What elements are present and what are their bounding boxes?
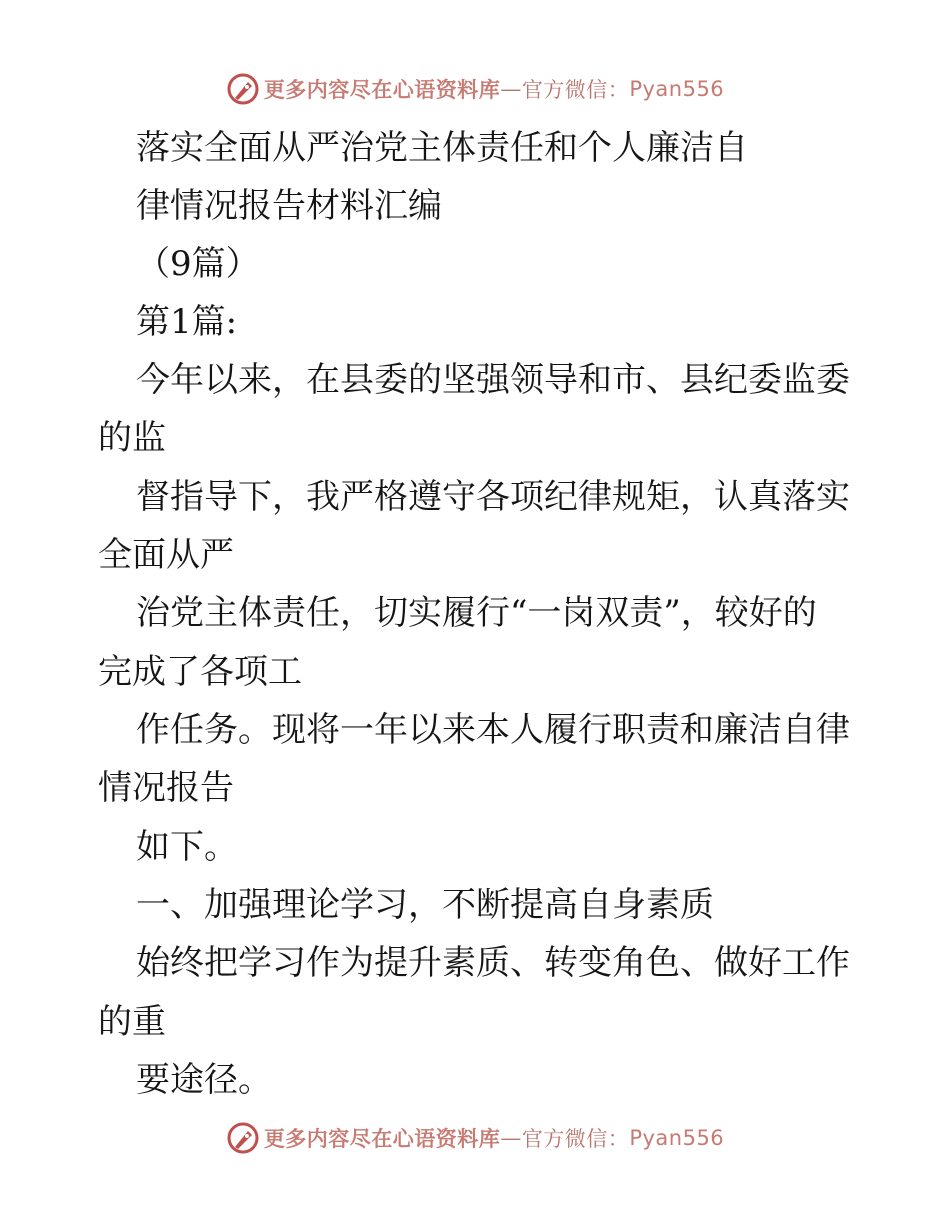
banner-brand-text: 更多内容尽在心语资料库 <box>263 77 501 102</box>
paragraph-line: 的重 <box>98 1002 166 1042</box>
banner-wechat-label: 官方微信： <box>521 78 630 102</box>
document-title-line-1: 落实全面从严治党主体责任和个人廉洁自 <box>136 128 748 168</box>
pen-nib-seal-icon <box>226 1121 260 1155</box>
paragraph-line: 作任务。现将一年以来本人履行职责和廉洁自律 <box>136 710 850 750</box>
document-count: （9篇） <box>136 244 260 284</box>
paragraph-line: 始终把学习作为提升素质、转变角色、做好工作 <box>136 943 850 983</box>
pen-nib-seal-icon <box>226 72 260 106</box>
paragraph-line: 完成了各项工 <box>98 652 302 692</box>
footer-banner <box>0 1120 950 1156</box>
paragraph-line: 的监 <box>98 418 166 458</box>
paragraph-line: 治党主体责任，切实履行“一岗双责”，较好的 <box>136 593 817 633</box>
banner-brand-text: 更多内容尽在心语资料库 <box>263 1126 501 1151</box>
banner-wechat-label: 官方微信： <box>521 1127 630 1151</box>
paragraph-line: 督指导下，我严格遵守各项纪律规矩，认真落实 <box>136 477 850 517</box>
banner-wechat-id: Pyan556 <box>629 77 725 101</box>
section-label: 第1篇: <box>136 302 238 342</box>
paragraph-line: 情况报告 <box>98 768 234 808</box>
banner-dash: — <box>500 77 522 101</box>
banner-wechat-id: Pyan556 <box>629 1126 725 1150</box>
header-banner <box>0 71 950 107</box>
paragraph-line: 要途径。 <box>136 1060 272 1100</box>
paragraph-line: 全面从严 <box>98 535 234 575</box>
banner-dash: — <box>500 1126 522 1150</box>
document-title-line-2: 律情况报告材料汇编 <box>136 186 442 226</box>
section-heading: 一、加强理论学习，不断提高自身素质 <box>136 885 714 925</box>
paragraph-line: 今年以来，在县委的坚强领导和市、县纪委监委 <box>136 360 850 400</box>
paragraph-line: 如下。 <box>136 827 238 867</box>
